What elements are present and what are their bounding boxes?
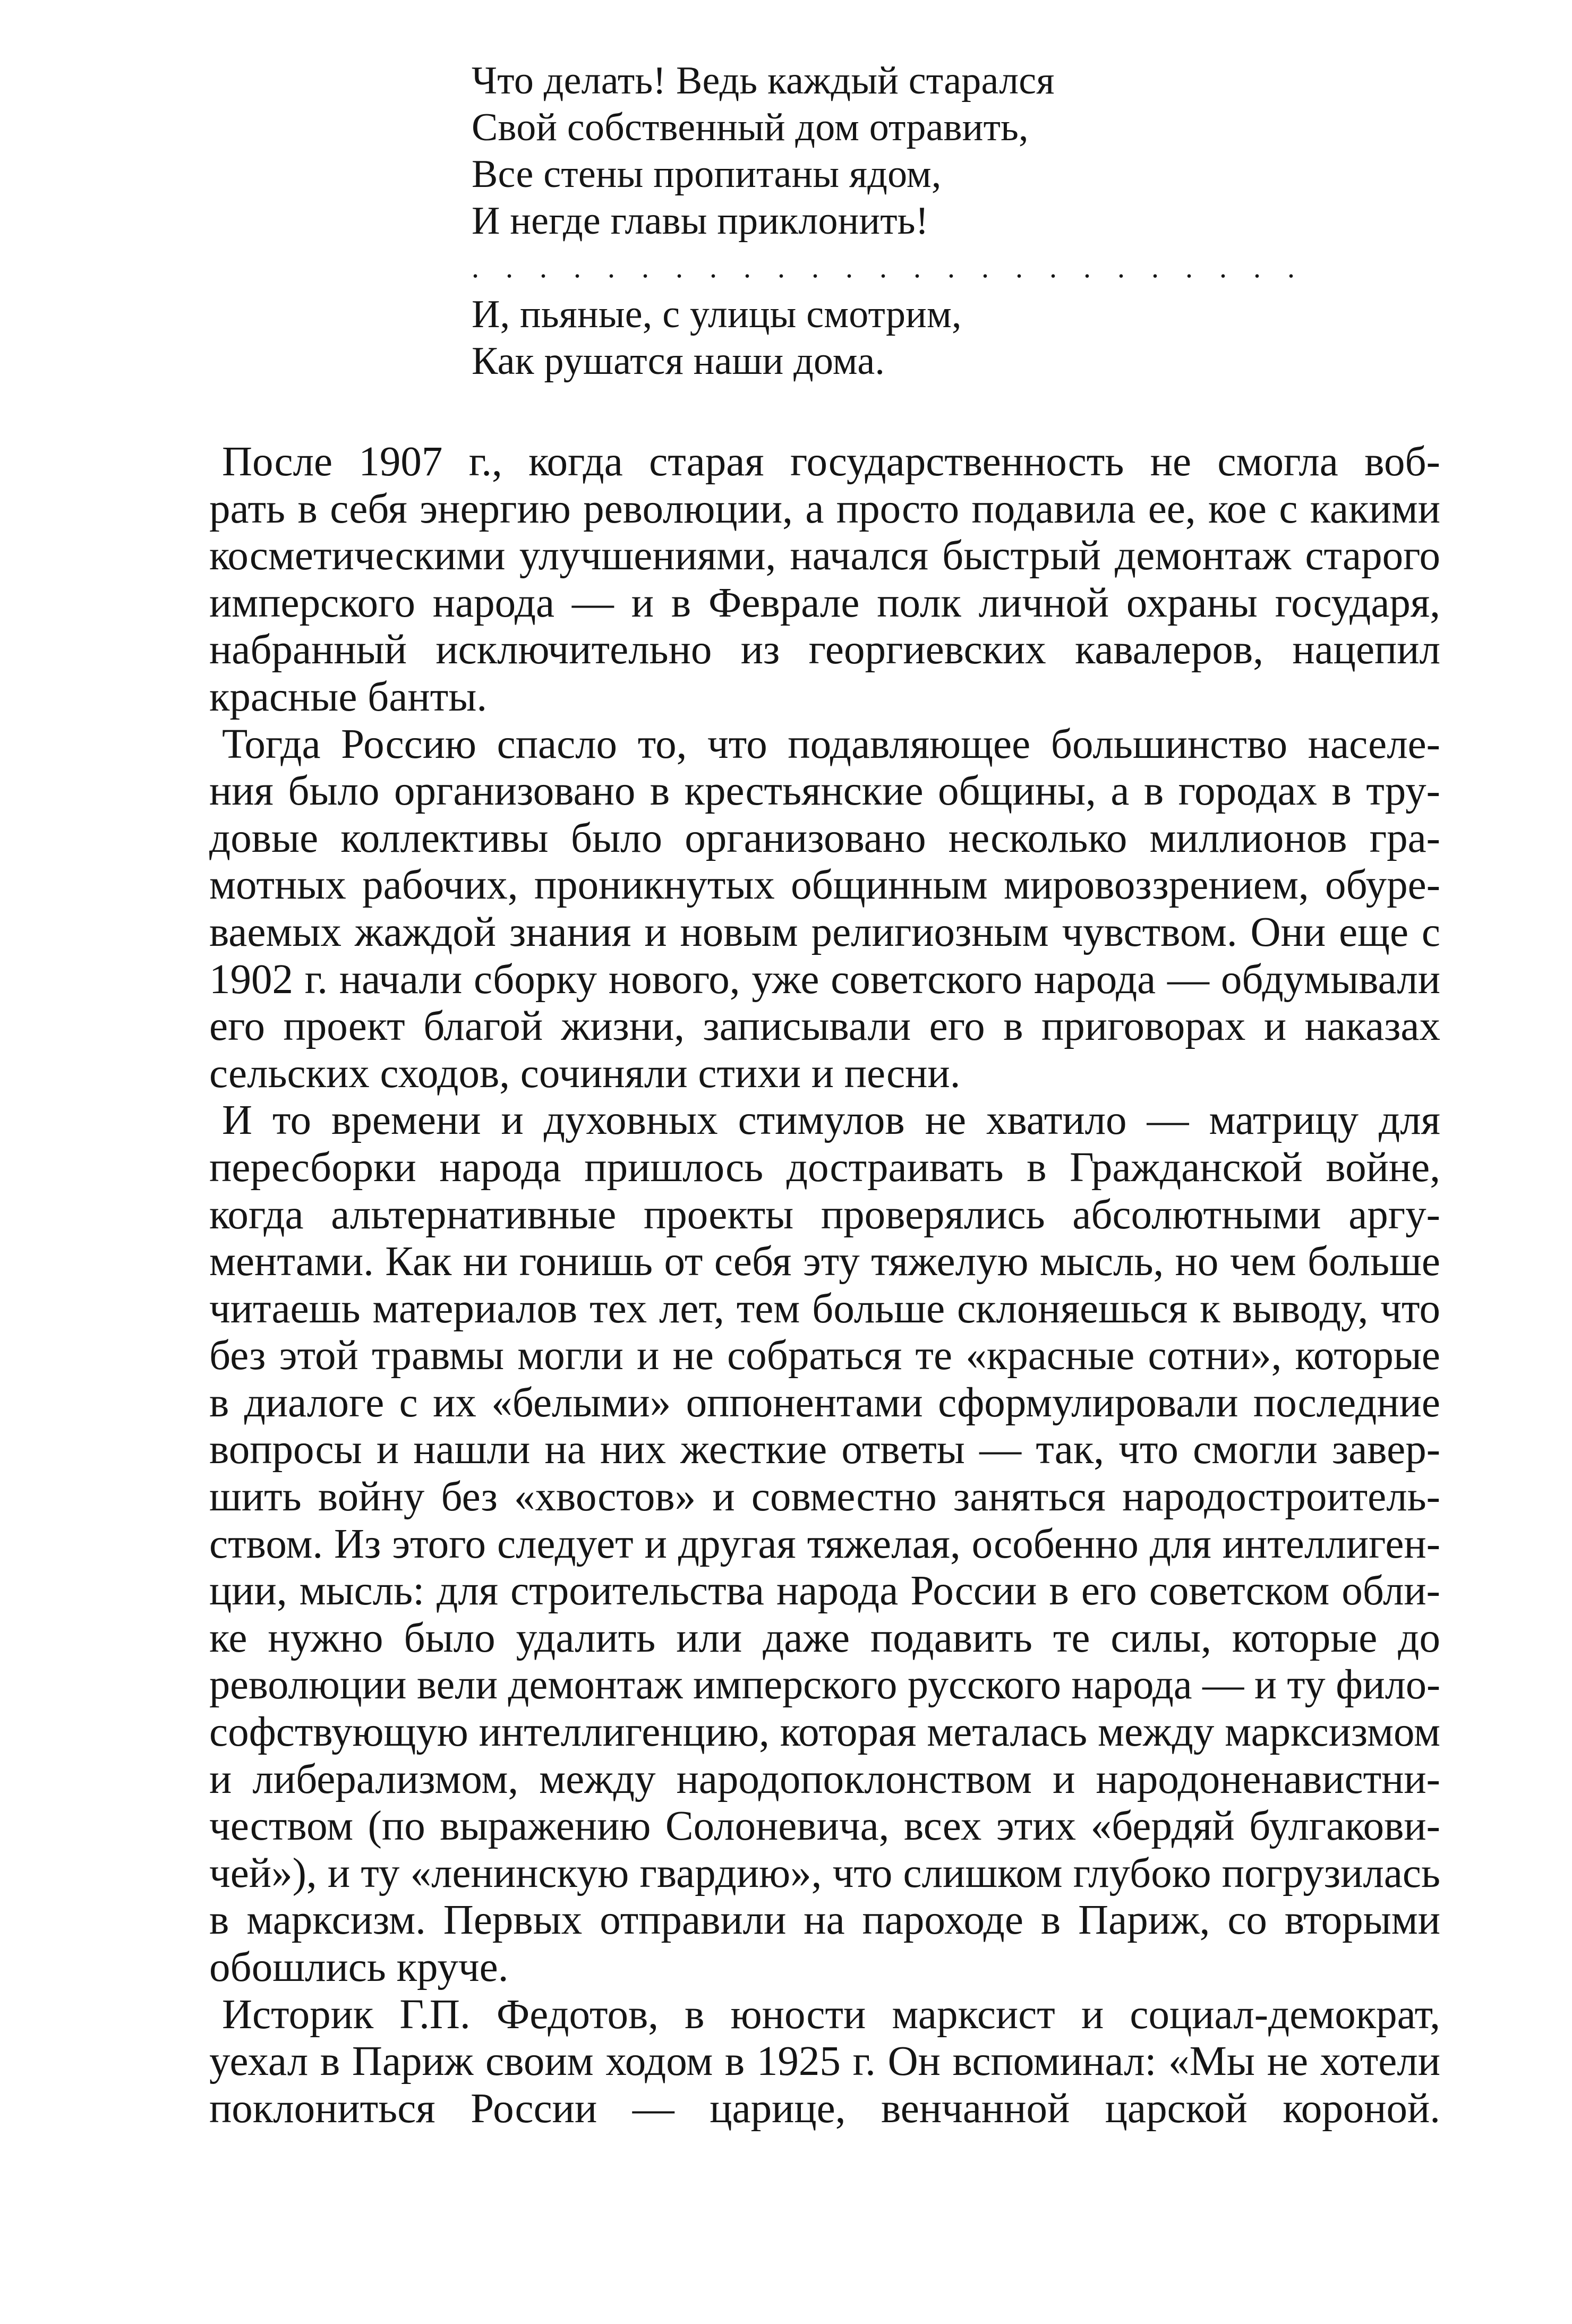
text-line: пересборки народа пришлось достраивать в Гражданской войне,	[209, 1144, 1440, 1191]
text-line: в диалоге с их «белыми» оппонентами сформулировали последние	[209, 1379, 1440, 1426]
paragraph-1	[209, 439, 1440, 721]
poem-quote	[472, 57, 1304, 385]
paragraph-3	[209, 1097, 1440, 1991]
poem-line: И, пьяные, с улицы смотрим,	[472, 293, 962, 336]
text-line: вопросы и нашли на них жесткие ответы — так, что смогли завер-	[209, 1426, 1440, 1473]
text-line: революции вели демонтаж имперского русского народа — и ту фило-	[209, 1662, 1440, 1708]
text-line: его проект благой жизни, записывали его в приговорах и наказах	[209, 1003, 1440, 1050]
text-line: Тогда Россию спасло то, что подавляющее большинство населе-	[222, 721, 1440, 767]
text-line: мотных рабочих, проникнутых общинным мировоззрением, обуре-	[209, 862, 1440, 909]
poem-line: Что делать! Ведь каждый старался	[472, 59, 1055, 102]
text-line: Историк Г.П. Федотов, в юности марксист и социал-демократ,	[222, 1991, 1440, 2038]
text-line: имперского народа — и в Феврале полк личной охраны государя,	[209, 579, 1440, 626]
text-line: ством. Из этого следует и другая тяжелая, особенно для интеллиген-	[209, 1520, 1440, 1567]
text-line: чеством (по выражению Солоневича, всех этих «бердяй булгакови-	[209, 1803, 1440, 1850]
text-line: софствующую интеллигенцию, которая металась между марксизмом	[209, 1709, 1440, 1756]
text-line: красные банты.	[209, 673, 488, 720]
text-line: 1902 г. начали сборку нового, уже советского народа — обдумывали	[209, 956, 1440, 1003]
text-line: довые коллективы было организовано несколько миллионов гра-	[209, 815, 1440, 861]
text-line: и либерализмом, между народопоклонством и народоненавистни-	[209, 1756, 1440, 1802]
text-line: косметическими улучшениями, начался быстрый демонтаж старого	[209, 533, 1440, 579]
text-line: сельских сходов, сочиняли стихи и песни.	[209, 1050, 961, 1097]
text-line: ваемых жаждой знания и новым религиозным чувством. Они еще с	[209, 909, 1440, 955]
poem-line: Как рушатся наши дома.	[472, 339, 885, 383]
poem-ellipsis-divider: . . . . . . . . . . . . . . . . . . . . . . . . .	[472, 251, 1304, 284]
text-line: После 1907 г., когда старая государственность не смогла воб-	[222, 439, 1440, 485]
text-line: ции, мысль: для строительства народа России в его советском обли-	[209, 1568, 1440, 1614]
text-line: чей»), и ту «ленинскую гвардию», что слишком глубоко погрузилась	[209, 1850, 1440, 1896]
text-line: читаешь материалов тех лет, тем больше склоняешься к выводу, что	[209, 1285, 1440, 1332]
poem-line: Свой собственный дом отравить,	[472, 106, 1029, 149]
text-line: уехал в Париж своим ходом в 1925 г. Он вспоминал: «Мы не хотели	[209, 2038, 1440, 2085]
poem-line: Все стены пропитаны ядом,	[472, 152, 942, 196]
paragraph-2	[209, 721, 1440, 1098]
body-text	[209, 439, 1440, 2132]
poem-line: И негде главы приклонить!	[472, 199, 929, 243]
text-line: в марксизм. Первых отправили на пароходе в Париж, со вторыми	[209, 1897, 1440, 1944]
text-line: обошлись круче.	[209, 1944, 509, 1990]
text-line: набранный исключительно из георгиевских кавалеров, нацепил	[209, 627, 1440, 673]
text-line: шить войну без «хвостов» и совместно заняться народостроитель-	[209, 1474, 1440, 1520]
text-line: ментами. Как ни гонишь от себя эту тяжелую мысль, но чем больше	[209, 1238, 1440, 1285]
text-line: ния было организовано в крестьянские общины, а в городах в тру-	[209, 768, 1440, 815]
paragraph-4	[209, 1992, 1440, 2133]
text-line: рать в себя энергию революции, а просто подавила ее, кое с какими	[209, 485, 1440, 532]
text-line: когда альтернативные проекты проверялись абсолютными аргу-	[209, 1191, 1440, 1238]
text-line: без этой травмы могли и не собраться те «красные сотни», которые	[209, 1332, 1440, 1379]
text-line: ке нужно было удалить или даже подавить те силы, которые до	[209, 1614, 1440, 1661]
text-line: И то времени и духовных стимулов не хватило — матрицу для	[222, 1097, 1440, 1144]
text-line: поклониться России — царице, венчанной царской короной.	[209, 2085, 1440, 2132]
